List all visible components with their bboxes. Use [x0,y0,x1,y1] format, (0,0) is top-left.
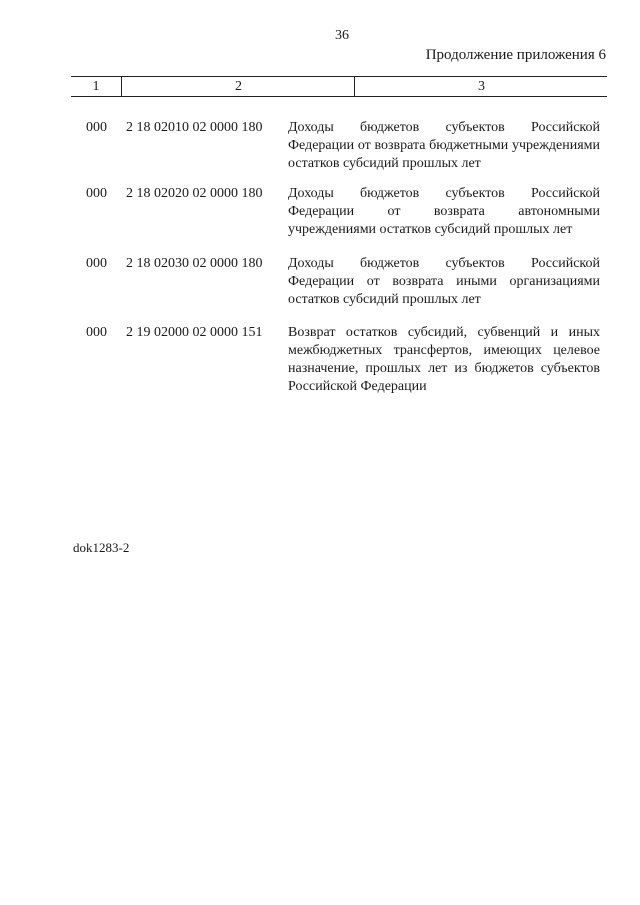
income-description: Доходы бюджетов субъектов Российской Федерации от возврата иными организациями остатков субсидий прошлых лет [288,256,600,307]
income-description: Доходы бюджетов субъектов Российской Федерации от возврата бюджетными учреждениями остатков субсидий прошлых лет [288,120,600,171]
admin-code: 000 [86,325,107,340]
continuation-label: Продолжение приложения 6 [425,47,606,63]
admin-code: 000 [86,120,107,135]
budget-classification-code: 2 18 02020 02 0000 180 [126,186,263,201]
admin-code: 000 [86,186,107,201]
budget-classification-code: 2 18 02030 02 0000 180 [126,256,263,271]
page-number: 36 [335,28,349,43]
budget-classification-code: 2 18 02010 02 0000 180 [126,120,263,135]
budget-classification-code: 2 19 02000 02 0000 151 [126,325,263,340]
income-description: Возврат остатков субсидий, субвенций и иных межбюджетных трансфертов, имеющих целевое назначение, прошлых лет из бюджетов субъектов Российской Федерации [288,325,600,394]
admin-code: 000 [86,256,107,271]
column-header-1: 1 [92,79,100,94]
income-description: Доходы бюджетов субъектов Российской Федерации от возврата автономными учреждениями остатков субсидий прошлых лет [288,186,600,237]
column-header-3: 3 [354,77,608,96]
document-code: dok1283-2 [73,540,130,555]
column-header-2: 2 [121,77,355,96]
table-header [71,76,607,97]
